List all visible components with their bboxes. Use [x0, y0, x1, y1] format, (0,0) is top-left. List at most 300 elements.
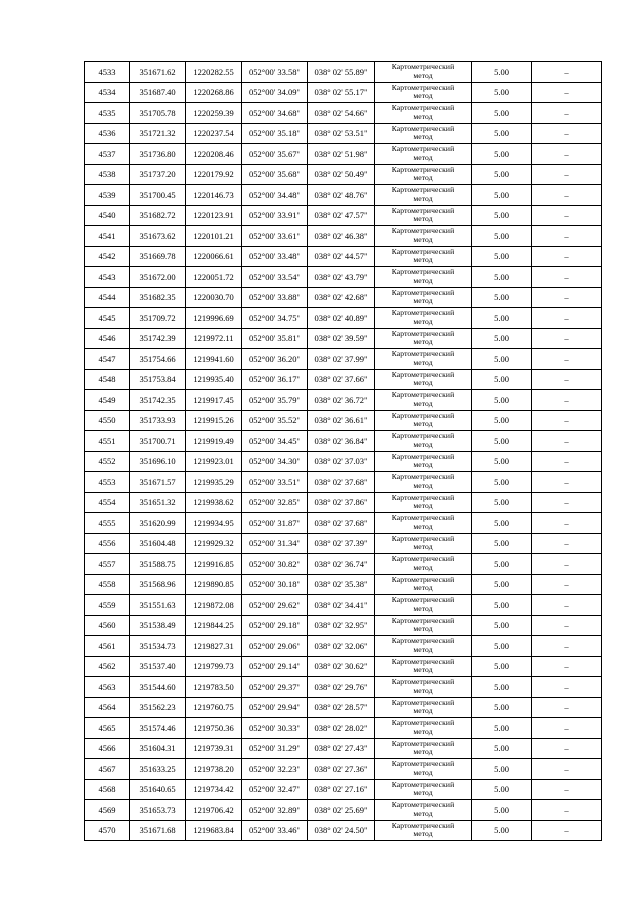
method-line-2: метод: [413, 603, 433, 613]
method-line-1: Картометрический: [391, 226, 455, 236]
longitude-cell: 038° 02' 55.89": [308, 62, 375, 83]
point-number-cell: 4567: [85, 759, 130, 780]
precision-cell: 5.00: [472, 779, 532, 800]
latitude-cell: 052°00' 33.88": [242, 287, 308, 308]
point-number-cell: 4562: [85, 656, 130, 677]
precision-cell: 5.00: [472, 103, 532, 124]
method-line-1: Картометрический: [391, 656, 455, 666]
point-number-cell: 4543: [85, 267, 130, 288]
x-coordinate-cell: 351538.49: [130, 615, 186, 636]
longitude-cell: 038° 02' 32.06": [308, 636, 375, 657]
description-cell: –: [532, 656, 602, 677]
precision-cell: 5.00: [472, 697, 532, 718]
point-number-cell: 4565: [85, 718, 130, 739]
table-row: [85, 226, 602, 247]
precision-cell: 5.00: [472, 287, 532, 308]
method-line-1: Картометрический: [391, 574, 455, 584]
longitude-cell: 038° 02' 44.57": [308, 246, 375, 267]
method-line-1: Картометрический: [391, 164, 455, 174]
method-line-2: метод: [413, 788, 433, 798]
latitude-cell: 052°00' 34.09": [242, 82, 308, 103]
x-coordinate-cell: 351562.23: [130, 697, 186, 718]
point-number-cell: 4547: [85, 349, 130, 370]
latitude-cell: 052°00' 29.18": [242, 615, 308, 636]
latitude-cell: 052°00' 31.29": [242, 738, 308, 759]
method-line-1: Картометрический: [391, 554, 455, 564]
y-coordinate-cell: 1219734.42: [186, 779, 242, 800]
precision-cell: 5.00: [472, 369, 532, 390]
table-row: [85, 492, 602, 513]
x-coordinate-cell: 351640.65: [130, 779, 186, 800]
precision-cell: 5.00: [472, 677, 532, 698]
method-line-1: Картометрический: [391, 267, 455, 277]
table-row: [85, 759, 602, 780]
method-line-2: метод: [413, 173, 433, 183]
precision-cell: 5.00: [472, 759, 532, 780]
table-row: [85, 615, 602, 636]
precision-cell: 5.00: [472, 595, 532, 616]
table-row: [85, 246, 602, 267]
y-coordinate-cell: 1219917.45: [186, 390, 242, 411]
table-row: [85, 62, 602, 83]
point-number-cell: 4541: [85, 226, 130, 247]
table-row: [85, 287, 602, 308]
x-coordinate-cell: 351633.25: [130, 759, 186, 780]
description-cell: –: [532, 369, 602, 390]
y-coordinate-cell: 1220179.92: [186, 164, 242, 185]
latitude-cell: 052°00' 33.51": [242, 472, 308, 493]
y-coordinate-cell: 1220268.86: [186, 82, 242, 103]
point-number-cell: 4569: [85, 800, 130, 821]
method-line-1: Картометрический: [391, 636, 455, 646]
longitude-cell: 038° 02' 51.98": [308, 144, 375, 165]
precision-cell: 5.00: [472, 636, 532, 657]
method-cell: [375, 287, 472, 308]
method-cell: [375, 349, 472, 370]
x-coordinate-cell: 351705.78: [130, 103, 186, 124]
y-coordinate-cell: 1219827.31: [186, 636, 242, 657]
point-number-cell: 4552: [85, 451, 130, 472]
method-line-2: метод: [413, 624, 433, 634]
latitude-cell: 052°00' 32.23": [242, 759, 308, 780]
table-row: [85, 451, 602, 472]
method-line-1: Картометрический: [391, 349, 455, 359]
precision-cell: 5.00: [472, 390, 532, 411]
description-cell: –: [532, 759, 602, 780]
method-line-2: метод: [413, 398, 433, 408]
method-cell: [375, 369, 472, 390]
table-row: [85, 205, 602, 226]
x-coordinate-cell: 351588.75: [130, 554, 186, 575]
x-coordinate-cell: 351604.48: [130, 533, 186, 554]
description-cell: –: [532, 164, 602, 185]
x-coordinate-cell: 351574.46: [130, 718, 186, 739]
latitude-cell: 052°00' 33.58": [242, 62, 308, 83]
method-cell: [375, 820, 472, 841]
longitude-cell: 038° 02' 28.02": [308, 718, 375, 739]
method-line-1: Картометрический: [391, 759, 455, 769]
x-coordinate-cell: 351754.66: [130, 349, 186, 370]
description-cell: –: [532, 697, 602, 718]
method-line-1: Картометрический: [391, 103, 455, 113]
method-cell: [375, 492, 472, 513]
description-cell: –: [532, 595, 602, 616]
method-cell: [375, 164, 472, 185]
x-coordinate-cell: 351537.40: [130, 656, 186, 677]
table-row: [85, 677, 602, 698]
point-number-cell: 4539: [85, 185, 130, 206]
method-cell: [375, 246, 472, 267]
description-cell: –: [532, 431, 602, 452]
latitude-cell: 052°00' 33.91": [242, 205, 308, 226]
point-number-cell: 4568: [85, 779, 130, 800]
precision-cell: 5.00: [472, 123, 532, 144]
point-number-cell: 4534: [85, 82, 130, 103]
latitude-cell: 052°00' 32.85": [242, 492, 308, 513]
point-number-cell: 4561: [85, 636, 130, 657]
latitude-cell: 052°00' 29.06": [242, 636, 308, 657]
x-coordinate-cell: 351604.31: [130, 738, 186, 759]
method-cell: [375, 410, 472, 431]
description-cell: –: [532, 308, 602, 329]
description-cell: –: [532, 349, 602, 370]
method-line-1: Картометрический: [391, 533, 455, 543]
method-cell: [375, 185, 472, 206]
method-line-2: метод: [413, 234, 433, 244]
method-line-1: Картометрический: [391, 246, 455, 256]
table-row: [85, 533, 602, 554]
longitude-cell: 038° 02' 24.50": [308, 820, 375, 841]
table-row: [85, 349, 602, 370]
x-coordinate-cell: 351672.00: [130, 267, 186, 288]
y-coordinate-cell: 1219738.20: [186, 759, 242, 780]
longitude-cell: 038° 02' 35.38": [308, 574, 375, 595]
method-line-1: Картометрический: [391, 779, 455, 789]
y-coordinate-cell: 1219916.85: [186, 554, 242, 575]
y-coordinate-cell: 1219919.49: [186, 431, 242, 452]
precision-cell: 5.00: [472, 533, 532, 554]
latitude-cell: 052°00' 33.46": [242, 820, 308, 841]
x-coordinate-cell: 351620.99: [130, 513, 186, 534]
description-cell: –: [532, 779, 602, 800]
y-coordinate-cell: 1219683.84: [186, 820, 242, 841]
point-number-cell: 4538: [85, 164, 130, 185]
point-number-cell: 4537: [85, 144, 130, 165]
method-line-2: метод: [413, 808, 433, 818]
method-line-2: метод: [413, 296, 433, 306]
description-cell: –: [532, 328, 602, 349]
x-coordinate-cell: 351682.35: [130, 287, 186, 308]
method-line-1: Картометрический: [391, 185, 455, 195]
point-number-cell: 4566: [85, 738, 130, 759]
point-number-cell: 4540: [85, 205, 130, 226]
longitude-cell: 038° 02' 48.76": [308, 185, 375, 206]
method-line-2: метод: [413, 357, 433, 367]
method-cell: [375, 800, 472, 821]
method-line-1: Картометрический: [391, 82, 455, 92]
latitude-cell: 052°00' 31.87": [242, 513, 308, 534]
x-coordinate-cell: 351696.10: [130, 451, 186, 472]
method-line-1: Картометрический: [391, 123, 455, 133]
method-line-1: Картометрический: [391, 369, 455, 379]
precision-cell: 5.00: [472, 574, 532, 595]
latitude-cell: 052°00' 35.81": [242, 328, 308, 349]
longitude-cell: 038° 02' 36.84": [308, 431, 375, 452]
method-line-2: метод: [413, 685, 433, 695]
method-line-1: Картометрический: [391, 800, 455, 810]
x-coordinate-cell: 351733.93: [130, 410, 186, 431]
precision-cell: 5.00: [472, 328, 532, 349]
method-cell: [375, 328, 472, 349]
point-number-cell: 4533: [85, 62, 130, 83]
description-cell: –: [532, 574, 602, 595]
latitude-cell: 052°00' 29.14": [242, 656, 308, 677]
x-coordinate-cell: 351682.72: [130, 205, 186, 226]
coordinates-table: [84, 61, 602, 841]
method-line-2: метод: [413, 275, 433, 285]
longitude-cell: 038° 02' 37.99": [308, 349, 375, 370]
precision-cell: 5.00: [472, 513, 532, 534]
latitude-cell: 052°00' 29.62": [242, 595, 308, 616]
point-number-cell: 4548: [85, 369, 130, 390]
method-line-1: Картометрический: [391, 718, 455, 728]
description-cell: –: [532, 820, 602, 841]
y-coordinate-cell: 1219890.85: [186, 574, 242, 595]
method-line-2: метод: [413, 132, 433, 142]
method-line-2: метод: [413, 111, 433, 121]
method-cell: [375, 472, 472, 493]
table-row: [85, 164, 602, 185]
precision-cell: 5.00: [472, 472, 532, 493]
longitude-cell: 038° 02' 36.72": [308, 390, 375, 411]
method-line-1: Картометрический: [391, 144, 455, 154]
method-line-2: метод: [413, 829, 433, 839]
x-coordinate-cell: 351742.35: [130, 390, 186, 411]
table-row: [85, 82, 602, 103]
latitude-cell: 052°00' 35.68": [242, 164, 308, 185]
table-row: [85, 636, 602, 657]
method-line-2: метод: [413, 726, 433, 736]
table-row: [85, 390, 602, 411]
x-coordinate-cell: 351700.45: [130, 185, 186, 206]
method-line-2: метод: [413, 480, 433, 490]
method-line-2: метод: [413, 644, 433, 654]
table-row: [85, 820, 602, 841]
y-coordinate-cell: 1219760.75: [186, 697, 242, 718]
table-row: [85, 267, 602, 288]
table-row: [85, 123, 602, 144]
method-line-2: метод: [413, 419, 433, 429]
point-number-cell: 4535: [85, 103, 130, 124]
x-coordinate-cell: 351709.72: [130, 308, 186, 329]
latitude-cell: 052°00' 29.94": [242, 697, 308, 718]
longitude-cell: 038° 02' 28.57": [308, 697, 375, 718]
method-line-2: метод: [413, 542, 433, 552]
precision-cell: 5.00: [472, 349, 532, 370]
y-coordinate-cell: 1219996.69: [186, 308, 242, 329]
method-cell: [375, 205, 472, 226]
y-coordinate-cell: 1220030.70: [186, 287, 242, 308]
description-cell: –: [532, 492, 602, 513]
x-coordinate-cell: 351671.62: [130, 62, 186, 83]
description-cell: –: [532, 513, 602, 534]
method-line-2: метод: [413, 193, 433, 203]
longitude-cell: 038° 02' 29.76": [308, 677, 375, 698]
method-line-2: метод: [413, 91, 433, 101]
y-coordinate-cell: 1219844.25: [186, 615, 242, 636]
longitude-cell: 038° 02' 37.03": [308, 451, 375, 472]
longitude-cell: 038° 02' 36.74": [308, 554, 375, 575]
description-cell: –: [532, 390, 602, 411]
y-coordinate-cell: 1219935.29: [186, 472, 242, 493]
precision-cell: 5.00: [472, 226, 532, 247]
method-cell: [375, 615, 472, 636]
description-cell: –: [532, 472, 602, 493]
method-line-2: метод: [413, 70, 433, 80]
method-cell: [375, 390, 472, 411]
x-coordinate-cell: 351742.39: [130, 328, 186, 349]
method-line-2: метод: [413, 214, 433, 224]
y-coordinate-cell: 1220146.73: [186, 185, 242, 206]
y-coordinate-cell: 1219935.40: [186, 369, 242, 390]
precision-cell: 5.00: [472, 431, 532, 452]
table-row: [85, 103, 602, 124]
method-cell: [375, 533, 472, 554]
description-cell: –: [532, 287, 602, 308]
longitude-cell: 038° 02' 54.66": [308, 103, 375, 124]
x-coordinate-cell: 351651.32: [130, 492, 186, 513]
latitude-cell: 052°00' 33.48": [242, 246, 308, 267]
table-body: [85, 62, 602, 841]
y-coordinate-cell: 1220259.39: [186, 103, 242, 124]
point-number-cell: 4546: [85, 328, 130, 349]
table-row: [85, 718, 602, 739]
point-number-cell: 4555: [85, 513, 130, 534]
method-line-1: Картометрический: [391, 595, 455, 605]
y-coordinate-cell: 1220282.55: [186, 62, 242, 83]
table-row: [85, 554, 602, 575]
latitude-cell: 052°00' 34.45": [242, 431, 308, 452]
method-line-1: Картометрический: [391, 492, 455, 502]
longitude-cell: 038° 02' 27.36": [308, 759, 375, 780]
longitude-cell: 038° 02' 27.16": [308, 779, 375, 800]
method-cell: [375, 513, 472, 534]
point-number-cell: 4536: [85, 123, 130, 144]
longitude-cell: 038° 02' 50.49": [308, 164, 375, 185]
x-coordinate-cell: 351671.57: [130, 472, 186, 493]
description-cell: –: [532, 246, 602, 267]
method-cell: [375, 226, 472, 247]
description-cell: –: [532, 533, 602, 554]
precision-cell: 5.00: [472, 554, 532, 575]
longitude-cell: 038° 02' 37.86": [308, 492, 375, 513]
latitude-cell: 052°00' 32.89": [242, 800, 308, 821]
method-cell: [375, 62, 472, 83]
y-coordinate-cell: 1220237.54: [186, 123, 242, 144]
table-row: [85, 328, 602, 349]
precision-cell: 5.00: [472, 308, 532, 329]
point-number-cell: 4553: [85, 472, 130, 493]
longitude-cell: 038° 02' 27.43": [308, 738, 375, 759]
longitude-cell: 038° 02' 30.62": [308, 656, 375, 677]
precision-cell: 5.00: [472, 62, 532, 83]
longitude-cell: 038° 02' 53.51": [308, 123, 375, 144]
y-coordinate-cell: 1219739.31: [186, 738, 242, 759]
description-cell: –: [532, 738, 602, 759]
method-line-1: Картометрический: [391, 390, 455, 400]
method-cell: [375, 697, 472, 718]
method-line-1: Картометрический: [391, 308, 455, 318]
x-coordinate-cell: 351669.78: [130, 246, 186, 267]
latitude-cell: 052°00' 35.52": [242, 410, 308, 431]
x-coordinate-cell: 351568.96: [130, 574, 186, 595]
point-number-cell: 4549: [85, 390, 130, 411]
point-number-cell: 4556: [85, 533, 130, 554]
longitude-cell: 038° 02' 37.66": [308, 369, 375, 390]
y-coordinate-cell: 1219915.26: [186, 410, 242, 431]
y-coordinate-cell: 1220051.72: [186, 267, 242, 288]
y-coordinate-cell: 1219941.60: [186, 349, 242, 370]
method-cell: [375, 267, 472, 288]
method-line-1: Картометрический: [391, 205, 455, 215]
description-cell: –: [532, 267, 602, 288]
method-line-1: Картометрический: [391, 287, 455, 297]
method-line-2: метод: [413, 439, 433, 449]
longitude-cell: 038° 02' 37.39": [308, 533, 375, 554]
method-line-2: метод: [413, 460, 433, 470]
method-line-1: Картометрический: [391, 431, 455, 441]
longitude-cell: 038° 02' 36.61": [308, 410, 375, 431]
precision-cell: 5.00: [472, 718, 532, 739]
point-number-cell: 4563: [85, 677, 130, 698]
method-line-1: Картометрический: [391, 677, 455, 687]
method-cell: [375, 595, 472, 616]
latitude-cell: 052°00' 33.54": [242, 267, 308, 288]
x-coordinate-cell: 351753.84: [130, 369, 186, 390]
x-coordinate-cell: 351544.60: [130, 677, 186, 698]
precision-cell: 5.00: [472, 738, 532, 759]
description-cell: –: [532, 82, 602, 103]
method-cell: [375, 759, 472, 780]
longitude-cell: 038° 02' 46.38": [308, 226, 375, 247]
y-coordinate-cell: 1219706.42: [186, 800, 242, 821]
method-cell: [375, 82, 472, 103]
point-number-cell: 4554: [85, 492, 130, 513]
description-cell: –: [532, 677, 602, 698]
point-number-cell: 4558: [85, 574, 130, 595]
precision-cell: 5.00: [472, 492, 532, 513]
point-number-cell: 4550: [85, 410, 130, 431]
method-line-2: метод: [413, 152, 433, 162]
y-coordinate-cell: 1220123.91: [186, 205, 242, 226]
method-line-2: метод: [413, 583, 433, 593]
table-row: [85, 308, 602, 329]
latitude-cell: 052°00' 30.33": [242, 718, 308, 739]
y-coordinate-cell: 1219972.11: [186, 328, 242, 349]
longitude-cell: 038° 02' 55.17": [308, 82, 375, 103]
table-row: [85, 738, 602, 759]
longitude-cell: 038° 02' 40.89": [308, 308, 375, 329]
latitude-cell: 052°00' 35.18": [242, 123, 308, 144]
y-coordinate-cell: 1219923.01: [186, 451, 242, 472]
method-cell: [375, 574, 472, 595]
point-number-cell: 4570: [85, 820, 130, 841]
latitude-cell: 052°00' 36.17": [242, 369, 308, 390]
point-number-cell: 4557: [85, 554, 130, 575]
table-row: [85, 472, 602, 493]
y-coordinate-cell: 1219799.73: [186, 656, 242, 677]
method-line-1: Картометрический: [391, 410, 455, 420]
